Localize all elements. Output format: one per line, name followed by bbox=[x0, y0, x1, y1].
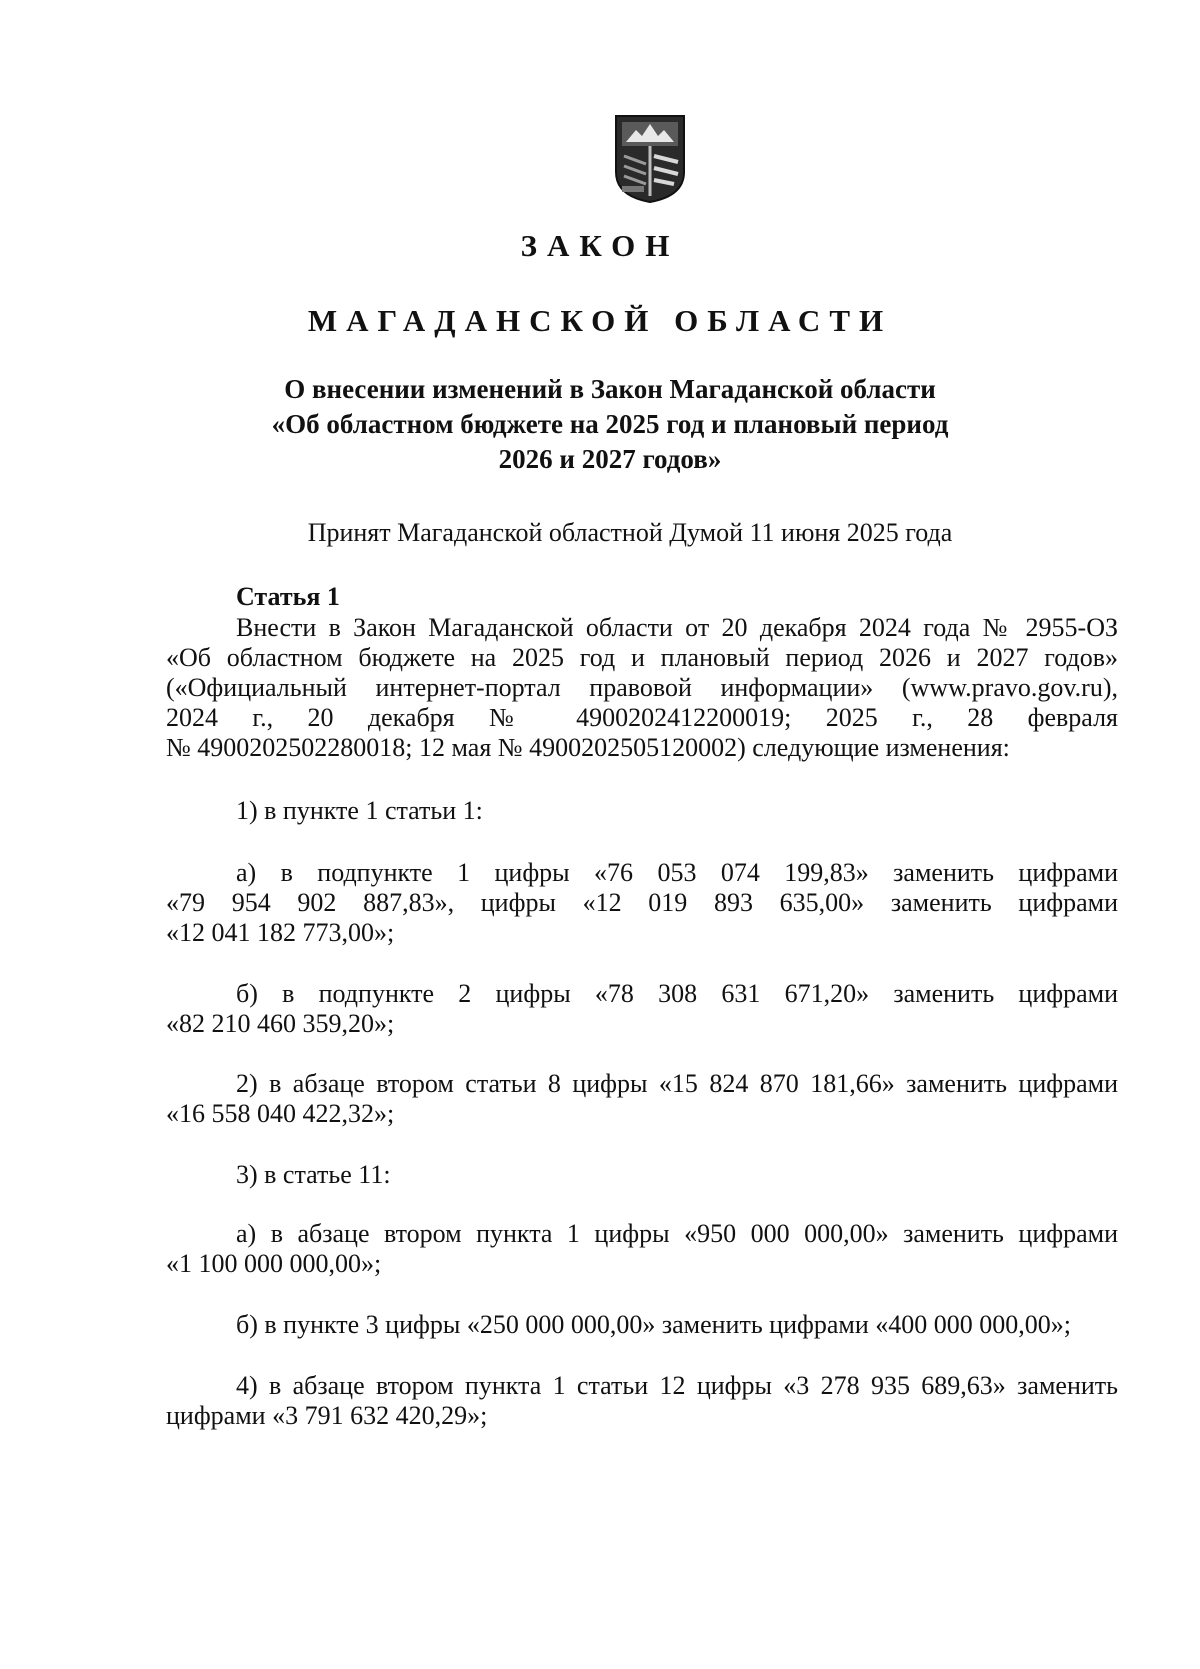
amendment-item bbox=[166, 1310, 1118, 1340]
item-line: «79 954 902 887,83», цифры «12 019 893 635,00» заменить цифрами bbox=[166, 888, 1118, 917]
item-line: а) в подпункте 1 цифры «76 053 074 199,83» заменить цифрами bbox=[236, 858, 1118, 887]
article-intro bbox=[166, 613, 1118, 763]
item-line: б) в пункте 3 цифры «250 000 000,00» заменить цифрами «400 000 000,00»; bbox=[236, 1310, 1071, 1339]
intro-line: Внести в Закон Магаданской области от 20 декабря 2024 года № 2955-ОЗ bbox=[236, 613, 1118, 642]
subject-line: О внесении изменений в Закон Магаданской области bbox=[284, 374, 936, 404]
adoption-note: Принят Магаданской областной Думой 11 июня 2025 года bbox=[307, 518, 953, 547]
amendment-item bbox=[166, 1219, 1118, 1279]
item-line: б) в подпункте 2 цифры «78 308 631 671,20» заменить цифрами bbox=[236, 979, 1118, 1008]
item-line: «16 558 040 422,32»; bbox=[166, 1099, 395, 1128]
item-line: 3) в статье 11: bbox=[236, 1160, 391, 1189]
item-line: цифрами «3 791 632 420,29»; bbox=[166, 1401, 488, 1430]
amendment-item bbox=[166, 858, 1118, 948]
item-line: 1) в пункте 1 статьи 1: bbox=[236, 796, 483, 825]
amendment-item bbox=[166, 1160, 1118, 1190]
intro-line: («Официальный интернет-портал правовой информации» (www.pravo.gov.ru), bbox=[166, 673, 1118, 702]
item-line: 2) в абзаце втором статьи 8 цифры «15 824 870 181,66» заменить цифрами bbox=[236, 1069, 1118, 1098]
item-line: 4) в абзаце втором пункта 1 статьи 12 цифры «3 278 935 689,63» заменить bbox=[236, 1371, 1118, 1400]
law-title: ЗАКОН bbox=[520, 228, 680, 263]
region-title: МАГАДАНСКОЙ ОБЛАСТИ bbox=[307, 303, 893, 338]
subject-line: «Об областном бюджете на 2025 год и плановый период bbox=[271, 409, 949, 439]
subject-line: 2026 и 2027 годов» bbox=[498, 444, 722, 474]
item-line: а) в абзаце втором пункта 1 цифры «950 000 000,00» заменить цифрами bbox=[236, 1219, 1118, 1248]
item-line: «82 210 460 359,20»; bbox=[166, 1009, 395, 1038]
coat-of-arms-icon bbox=[612, 112, 688, 204]
amendment-item bbox=[166, 1371, 1118, 1431]
item-line: «1 100 000 000,00»; bbox=[166, 1249, 382, 1278]
law-subject bbox=[230, 372, 990, 477]
amendment-item bbox=[166, 1069, 1118, 1129]
intro-line: № 4900202502280018; 12 мая № 4900202505120002) следующие изменения: bbox=[166, 733, 1010, 762]
item-line: «12 041 182 773,00»; bbox=[166, 918, 395, 947]
intro-line: 2024 г., 20 декабря № 4900202412200019; 2025 г., 28 февраля bbox=[166, 703, 1118, 732]
article-heading: Статья 1 bbox=[236, 582, 340, 611]
intro-line: «Об областном бюджете на 2025 год и плановый период 2026 и 2027 годов» bbox=[166, 643, 1118, 672]
amendment-item bbox=[166, 979, 1118, 1039]
amendment-item bbox=[166, 796, 1118, 826]
